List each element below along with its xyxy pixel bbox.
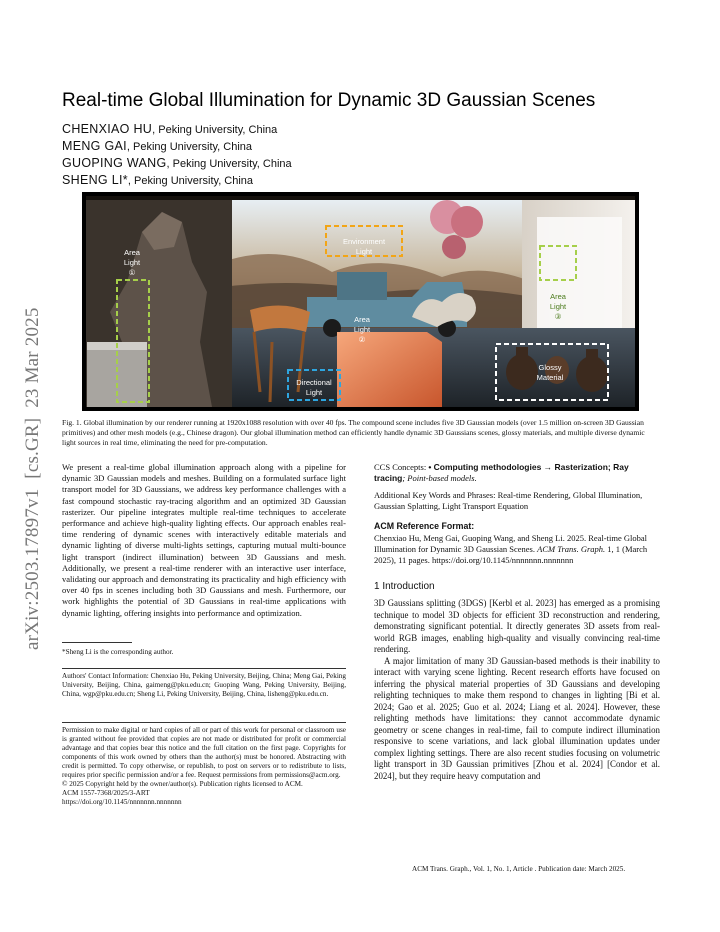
figure-caption: Fig. 1. Global illumination by our renderer running at 1920x1088 resolution with over 40 fps. The compound scene includes five 3D Gaussian models (over 1.5 million on-screen 3D Gaussian primitives) and other mesh models (e.g., Chinese dragon). Our global illumination method can efficiently handle dynamic 3D Gaussians scenes, glossy materials, and multiple diverse dynamic light sources in real time, eliminating the need for pre-computation. [62,418,645,447]
author-2: MENG GAI, Peking University, China [62,139,253,153]
label-area-light-1-line1: Area [124,248,140,257]
label-directional-line2: Light [305,388,323,397]
keywords: Additional Key Words and Phrases: Real-time Rendering, Global Illumination, Gaussian Splatting, Light Transport Equation [374,490,643,512]
label-area-light-3-line1: Area [550,292,566,301]
label-directional-line1: Directional [296,378,332,387]
permission-text: Permission to make digital or hard copies of all or part of this work for personal or classroom use is granted without fee provided that copies are not made or distributed for profit or commercial advantage and that copies bear this notice and the full citation on the first page. Copyrights for components of this work owned by others than the author(s) must be honored. Abstracting with credit is permitted. To copy otherwise, or republish, to post on servers or to redistribute to lists, requires prior specific permission and/or a fee. Request permissions from permissions@acm.org. [62,726,346,779]
section-heading-introduction: 1 Introduction [374,581,435,592]
doi-link[interactable]: https://doi.org/10.1145/nnnnnnn.nnnnnnn [62,798,182,806]
label-area-light-1-line2: Light [123,258,141,267]
intro-paragraph-2: A major limitation of many 3D Gaussian-based methods is their inability to interact with varying scene lighting. Recent research efforts have focused on inferring the physical material properties of 3D Gaussians and developing relighting techniques to make them respond to changes in lighting [Bi et al. 2024; Gao et al. 2025; Guo et al. 2024; Liang et al. 2024]. However, these relighting methods have limitations: they cannot accommodate dynamic geometry or scene changes in real-time, fail to compute indirect illumination responsive to scene variations, and lack global illumination updates under complex lighting settings. There are also recent studies focusing on volumetric light transport in 3D Gaussian primitives [Zhou et al. 2024] [Condor et al. 2024], but they require heavy computation and [374,655,660,781]
glossy-vase-2 [576,356,608,392]
label-glossy-line1: Glossy [538,363,562,372]
glossy-vase-1 [506,354,538,390]
label-area-light-2-line2: Light [353,325,371,334]
arxiv-id: arXiv:2503.17897v1 [cs.GR] 23 Mar 2025 [22,307,43,650]
label-glossy-line2: Material [536,373,564,382]
reference-format-heading: ACM Reference Format: [374,521,475,531]
reference-format: Chenxiao Hu, Meng Gai, Guoping Wang, and Sheng Li. 2025. Real-time Global Illumination for Dynamic 3D Gaussian Scenes. ACM Trans. Graph. 1, 1 (March 2025), 11 pages. https://doi.org/10.1145/nnnnnnn.nnnnnnn [374,533,648,566]
permission-block [62,726,346,807]
corresponding-author-footnote: *Sheng Li is the corresponding author. [62,648,174,656]
intro-paragraph-1: 3D Gaussians splitting (3DGS) [Kerbl et al. 2023] has emerged as a promising technique to model 3D objects for efficient 3D reconstruction and rendering, demonstrating significant potential. It directly generates 3D assets from real-world RGB images, enabling high-quality and visually convincing real-time rendering. [374,598,660,654]
acm-issn: ACM 1557-7368/2025/3-ART [62,789,150,797]
author-1: CHENXIAO HU, Peking University, China [62,122,278,136]
label-environment-line1: Environment [342,237,386,246]
label-area-light-3-line2: Light [549,302,567,311]
ccs-concepts: CCS Concepts: • Computing methodologies → Rasterization; Ray tracing; Point-based models. [374,462,629,484]
permission-rule [62,722,346,723]
paper-title: Real-time Global Illumination for Dynamic 3D Gaussian Scenes [62,90,596,111]
copyright-line: © 2025 Copyright held by the owner/author(s). Publication rights licensed to ACM. [62,780,303,788]
label-area-light-2-line3: ② [358,335,366,344]
arxiv-sidebar-stamp [10,240,50,660]
affiliation-rule [62,668,346,669]
label-area-light-3-line3: ③ [554,312,562,321]
introduction-text [374,598,660,782]
author-4: SHENG LI*, Peking University, China [62,173,254,187]
page-footer: ACM Trans. Graph., Vol. 1, No. 1, Article . Publication date: March 2025. [412,865,626,873]
label-environment-line2: Light [355,247,373,256]
abstract: We present a real-time global illumination approach along with a pipeline for dynamic 3D Gaussian models and meshes. Building on a formulated surface light transport model for 3D Gaussians, we address key performance challenges with a fast compound stochastic ray-tracing algorithm and an optimized 3D Gaussian rasterizer. Our pipeline integrates multiple real-time techniques to accelerate performance and achieve high-quality lighting effects. Our approach enables real-time rendering of dynamic scenes with interactively editable materials and dynamic lighting of diverse multi-lights settings, capturing mutual multi-bounce light transport (indirect illumination) between 3D Gaussians and mesh. Additionally, we present a real-time renderer with an interactive user interface, validating our approach and demonstrating its practicality and high efficiency with over 40 fps in scenes including both 3D Gaussians and mesh. Furthermore, our work highlights the potential of 3D Gaussians in real-time applications with dynamic lighting, offering insights into performance and optimization. [62,462,346,618]
author-3: GUOPING WANG, Peking University, China [62,156,292,170]
footnote-rule [62,642,132,643]
teaser-figure [82,192,639,411]
orange-box [337,332,442,407]
author-contact-information: Authors' Contact Information: Chenxiao Hu, Peking University, Beijing, China; Meng Gai, Peking University, Beijing, China, gaimeng@pku.edu.cn; Guoping Wang, Peking University, Beijing, China, wgp@pku.edu.cn; Sheng Li, Peking University, Beijing, China, lisheng@pku.edu.cn. [62,672,346,698]
label-area-light-1-line3: ① [128,268,136,277]
label-area-light-2-line1: Area [354,315,370,324]
